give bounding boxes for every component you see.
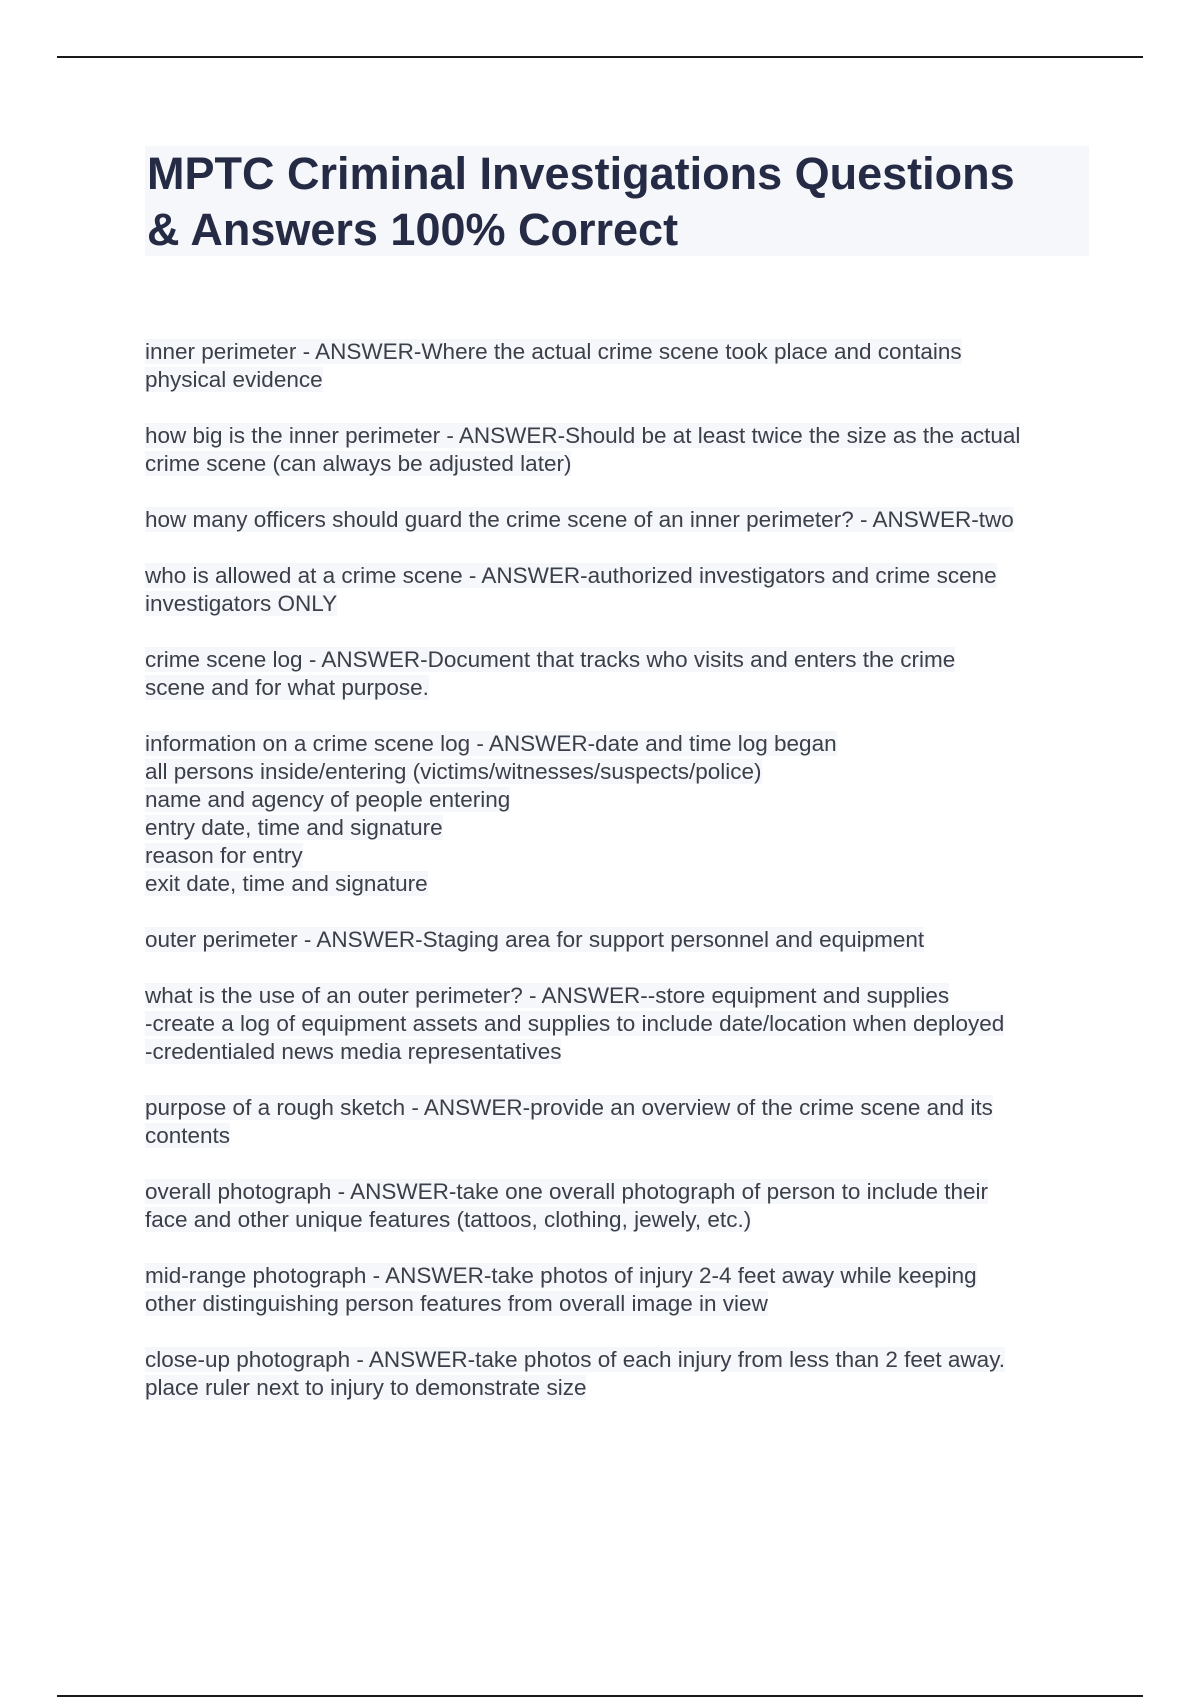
qa-item-allowed-at-scene [145, 562, 1095, 618]
document-title: MPTC Criminal Investigations Questions & Answers 100% Correct [147, 148, 1015, 255]
qa-text: inner perimeter - ANSWER-Where the actual crime scene took place and contains physical evidence [145, 339, 962, 392]
qa-text: how big is the inner perimeter - ANSWER-Should be at least twice the size as the actual crime scene (can always be adjusted later) [145, 423, 1021, 476]
qa-item-rough-sketch [145, 1094, 1095, 1150]
qa-item-inner-perimeter [145, 338, 1095, 394]
qa-text: overall photograph - ANSWER-take one overall photograph of person to include their face and other unique features (tattoos, clothing, jewely, etc.) [145, 1179, 988, 1232]
title-block [145, 146, 1089, 256]
qa-text: information on a crime scene log - ANSWER-date and time log began all persons inside/entering (victims/witnesses/suspects/police) name and agency of people entering entry date, time and signature reason for entry exit date, time and signature [145, 731, 837, 896]
qa-item-outer-perimeter [145, 926, 1095, 954]
qa-item-overall-photograph [145, 1178, 1095, 1234]
qa-text: close-up photograph - ANSWER-take photos of each injury from less than 2 feet away. place ruler next to injury to demonstrate size [145, 1347, 1006, 1400]
bottom-rule [57, 1695, 1143, 1697]
qa-item-officers-guard [145, 506, 1095, 534]
qa-text: outer perimeter - ANSWER-Staging area for support personnel and equipment [145, 927, 925, 952]
qa-text: crime scene log - ANSWER-Document that tracks who visits and enters the crime scene and for what purpose. [145, 647, 956, 700]
qa-item-crime-scene-log [145, 646, 1095, 702]
qa-item-outer-perimeter-use [145, 982, 1095, 1066]
qa-text: how many officers should guard the crime scene of an inner perimeter? - ANSWER-two [145, 507, 1014, 532]
top-rule [57, 56, 1143, 58]
qa-list [145, 338, 1095, 1430]
qa-item-mid-range-photograph [145, 1262, 1095, 1318]
qa-text: mid-range photograph - ANSWER-take photos of injury 2-4 feet away while keeping other distinguishing person features from overall image in view [145, 1263, 977, 1316]
qa-item-close-up-photograph [145, 1346, 1095, 1402]
qa-text: who is allowed at a crime scene - ANSWER-authorized investigators and crime scene investigators ONLY [145, 563, 997, 616]
qa-item-inner-perimeter-size [145, 422, 1095, 478]
qa-text: what is the use of an outer perimeter? - ANSWER--store equipment and supplies -create a log of equipment assets and supplies to include date/location when deployed -credentialed news media representatives [145, 983, 1005, 1064]
qa-text: purpose of a rough sketch - ANSWER-provide an overview of the crime scene and its contents [145, 1095, 993, 1148]
qa-item-log-information [145, 730, 1095, 898]
